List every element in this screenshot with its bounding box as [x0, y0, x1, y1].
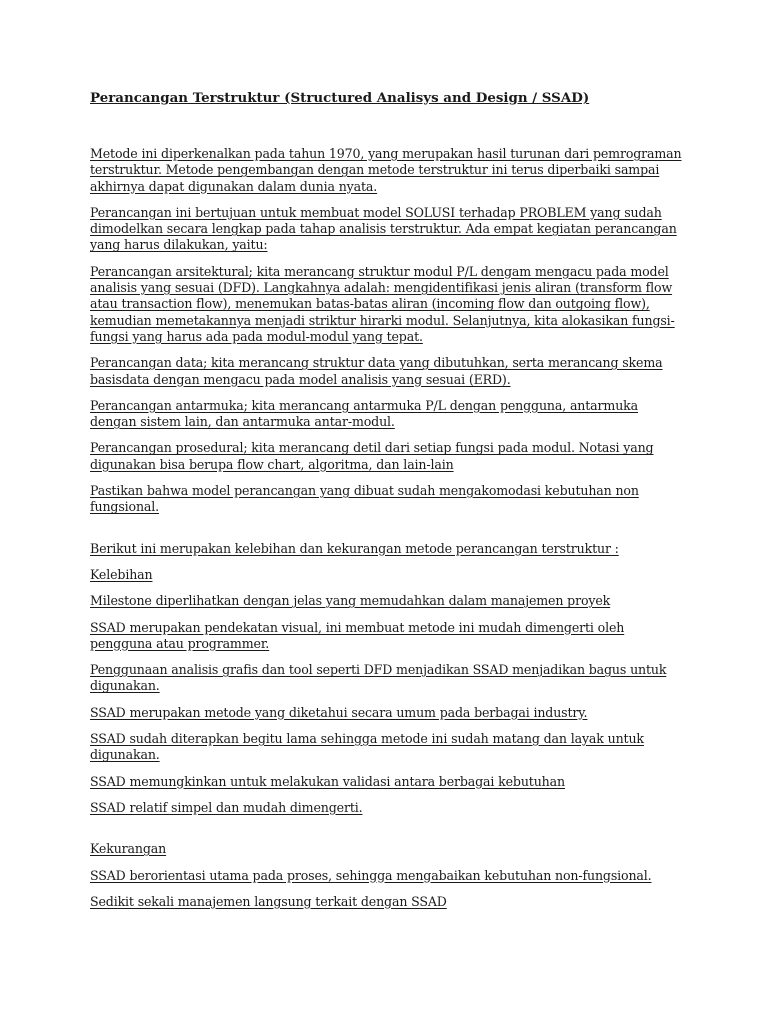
advantage-item: SSAD merupakan pendekatan visual, ini membuat metode ini mudah dimengerti oleh pengguna atau programmer. [90, 619, 625, 651]
disadvantages-section [90, 841, 682, 910]
intro-paragraph-2: Perancangan ini bertujuan untuk membuat model SOLUSI terhadap PROBLEM yang sudah dimodelkan secara lengkap pada tahap analisis terstruktur. Ada empat kegiatan perancangan yang harus dilakukan, yaitu: [90, 204, 677, 253]
disadvantage-item: SSAD berorientasi utama pada proses, sehingga mengabaikan kebutuhan non-fungsional. [90, 867, 652, 883]
advantages-section [90, 541, 682, 817]
architectural-design-paragraph: Perancangan arsitektural; kita merancang struktur modul P/L dengam mengacu pada model analisis yang sesuai (DFD). Langkahnya adalah: mengidentifikasi jenis aliran (transform flow atau transaction flow), menemukan batas-batas aliran (incoming flow dan outgoing flow), kemudian memetakannya menjadi striktur hirarki modul. Selanjutnya, kita alokasikan fungsi-fungsi yang harus ada pada modul-modul yang tepat. [90, 263, 675, 344]
advantage-item: SSAD merupakan metode yang diketahui secara umum pada berbagai industry. [90, 704, 588, 720]
intro-paragraph-1: Metode ini diperkenalkan pada tahun 1970, yang merupakan hasil turunan dari pemrograman terstruktur. Metode pengembangan dengan metode terstruktur ini terus diperbaiki sampai akhirnya dapat digunakan dalam dunia nyata. [90, 146, 682, 194]
advantages-heading: Kelebihan [90, 566, 153, 582]
advantage-item: SSAD relatif simpel dan mudah dimengerti. [90, 799, 363, 815]
disadvantages-heading: Kekurangan [90, 841, 167, 857]
document-page [90, 90, 682, 920]
advantage-item: Milestone diperlihatkan dengan jelas yang memudahkan dalam manajemen proyek [90, 593, 611, 609]
data-design-paragraph: Perancangan data; kita merancang struktur data yang dibutuhkan, serta merancang skema basisdata dengan mengacu pada model analisis yang sesuai (ERD). [90, 355, 663, 387]
document-title: Perancangan Terstruktur (Structured Analisys and Design / SSAD) [90, 90, 590, 106]
intro-section [90, 146, 682, 516]
procedural-design-paragraph: Perancangan prosedural; kita merancang detil dari setiap fungsi pada modul. Notasi yang digunakan bisa berupa flow chart, algoritma, dan lain-lain [90, 440, 654, 472]
comparison-intro: Berikut ini merupakan kelebihan dan kekurangan metode perancangan terstruktur : [90, 540, 619, 556]
interface-design-paragraph: Perancangan antarmuka; kita merancang antarmuka P/L dengan pengguna, antarmuka dengan sistem lain, dan antarmuka antar-modul. [90, 397, 638, 430]
advantage-item: SSAD memungkinkan untuk melakukan validasi antara berbagai kebutuhan [90, 773, 565, 789]
spacer [90, 526, 682, 541]
non-functional-paragraph: Pastikan bahwa model perancangan yang dibuat sudah mengakomodasi kebutuhan non fungsional. [90, 483, 639, 515]
advantage-item: Penggunaan analisis grafis dan tool seperti DFD menjadikan SSAD menjadikan bagus untuk digunakan. [90, 662, 667, 694]
spacer [90, 826, 682, 841]
advantage-item: SSAD sudah diterapkan begitu lama sehingga metode ini sudah matang dan layak untuk digunakan. [90, 731, 644, 763]
disadvantage-item: Sedikit sekali manajemen langsung terkait dengan SSAD [90, 893, 447, 909]
